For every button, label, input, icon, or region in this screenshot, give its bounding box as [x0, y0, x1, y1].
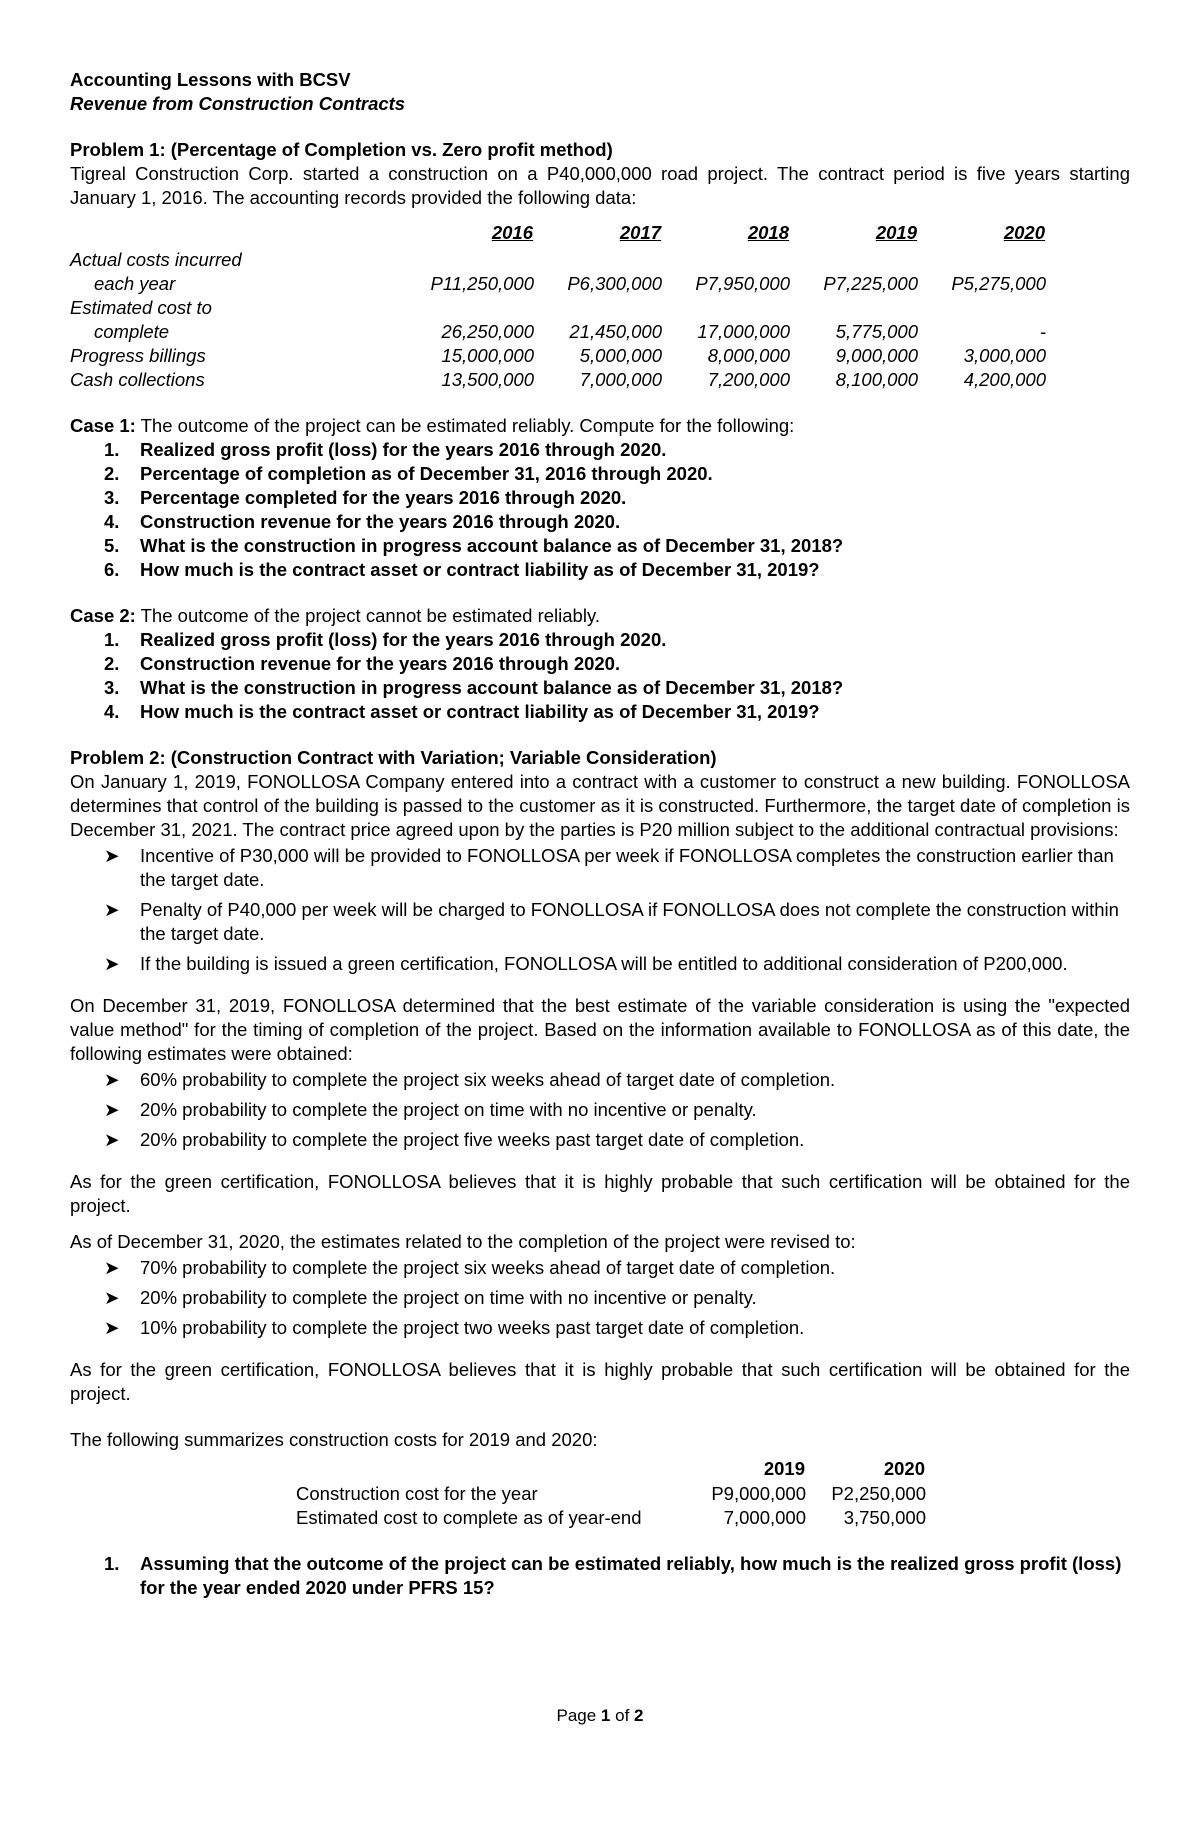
problem2-intro: On January 1, 2019, FONOLLOSA Company entered into a contract with a customer to construct a new building. FONOLLOSA determines that control of the building is passed to the customer as it is constructed. Furthermore, the target date of completion is December 31, 2021. The contract price agreed upon by the parties is P20 million subject to the additional contractual provisions: — [70, 771, 1130, 840]
estimates-2019-list — [70, 1068, 1130, 1152]
table-row — [70, 344, 1046, 368]
table-cell: 5,000,000 — [579, 345, 662, 366]
page-label: Page — [556, 1706, 597, 1725]
problem1-intro: Tigreal Construction Corp. started a construction on a P40,000,000 road project. The contract period is five years starting January 1, 2016. The accounting records provided the following data: — [70, 163, 1130, 208]
header-line1: Accounting Lessons with BCSV — [70, 69, 351, 90]
page-number: 1 — [600, 1706, 611, 1725]
list-item: 3. What is the construction in progress account balance as of December 31, 2018? — [104, 677, 844, 698]
arrow-bullet-icon: ➤ — [104, 1257, 120, 1278]
list-item: ➤ 10% probability to complete the project two weeks past target date of completion. — [104, 1317, 805, 1338]
row-label: Cash collections — [70, 369, 205, 390]
header-line2: Revenue from Construction Contracts — [70, 93, 406, 114]
table-cell: 26,250,000 — [441, 321, 534, 342]
table-cell: 7,200,000 — [707, 369, 790, 390]
case1-text: The outcome of the project can be estimated reliably. Compute for the following: — [135, 415, 795, 436]
case1-list — [70, 438, 1130, 582]
row-label: Estimated cost to complete as of year-end — [296, 1507, 642, 1528]
list-item: 6. How much is the contract asset or contract liability as of December 31, 2019? — [104, 559, 820, 580]
table-header-row — [296, 1456, 926, 1482]
page-total: 2 — [634, 1706, 644, 1725]
table-row — [70, 368, 1046, 392]
table-row — [70, 296, 1046, 320]
table-cell: - — [1039, 321, 1046, 342]
list-item: ➤ 20% probability to complete the project on time with no incentive or penalty. — [104, 1099, 757, 1120]
arrow-bullet-icon: ➤ — [104, 1129, 120, 1150]
arrow-bullet-icon: ➤ — [104, 1069, 120, 1090]
table-row — [70, 248, 1046, 272]
table-header-row — [70, 218, 1046, 248]
table-cell: 3,750,000 — [843, 1507, 926, 1528]
row-label: Construction cost for the year — [296, 1483, 538, 1504]
table-cell: 4,200,000 — [963, 369, 1046, 390]
table-cell: 7,000,000 — [723, 1507, 806, 1528]
year-header: 2018 — [747, 222, 789, 243]
case2-list — [70, 628, 1130, 724]
list-item: 4. Construction revenue for the years 2016 through 2020. — [104, 511, 621, 532]
arrow-bullet-icon: ➤ — [104, 845, 120, 866]
problem1-table — [70, 218, 1046, 392]
of-label: of — [615, 1706, 630, 1725]
row-label: complete — [94, 321, 170, 342]
problem2-questions — [70, 1552, 1130, 1600]
case2-intro — [70, 604, 1130, 628]
table-cell: P11,250,000 — [430, 273, 534, 294]
list-item: ➤ 70% probability to complete the project six weeks ahead of target date of completion. — [104, 1257, 836, 1278]
list-item: ➤ 20% probability to complete the project on time with no incentive or penalty. — [104, 1287, 757, 1308]
arrow-bullet-icon: ➤ — [104, 899, 120, 920]
table-cell: P7,950,000 — [695, 273, 790, 294]
page-footer — [0, 1706, 1200, 1726]
document-page — [70, 68, 1130, 1600]
arrow-bullet-icon: ➤ — [104, 1099, 120, 1120]
list-item: 5. What is the construction in progress account balance as of December 31, 2018? — [104, 535, 844, 556]
list-item: ➤ 60% probability to complete the project six weeks ahead of target date of completion. — [104, 1069, 836, 1090]
table-cell: P5,275,000 — [951, 273, 1046, 294]
table-row — [296, 1482, 926, 1506]
green-paragraph-1: As for the green certification, FONOLLOSA believes that it is highly probable that such certification will be obtained for the project. — [70, 1171, 1130, 1216]
row-label: Actual costs incurred — [70, 249, 242, 270]
case2-text: The outcome of the project cannot be estimated reliably. — [135, 605, 600, 626]
estimates-2020-list — [70, 1256, 1130, 1340]
year-header: 2019 — [875, 222, 917, 243]
case1-label: Case 1: — [70, 415, 136, 436]
problem1-title: Problem 1: (Percentage of Completion vs. Zero profit method) — [70, 139, 613, 160]
row-label: each year — [94, 273, 176, 294]
table-cell: 8,000,000 — [707, 345, 790, 366]
table-cell: P6,300,000 — [567, 273, 662, 294]
row-label: Progress billings — [70, 345, 206, 366]
year-header: 2019 — [763, 1458, 805, 1479]
arrow-bullet-icon: ➤ — [104, 953, 120, 974]
costs-intro: The following summarizes construction costs for 2019 and 2020: — [70, 1429, 598, 1450]
table-cell: 15,000,000 — [441, 345, 534, 366]
table-cell: 13,500,000 — [441, 369, 534, 390]
list-item: ➤ If the building is issued a green certification, FONOLLOSA will be entitled to additional consideration of P200,000. — [104, 953, 1068, 974]
provisions-list — [70, 844, 1130, 976]
table-cell: 9,000,000 — [835, 345, 918, 366]
dec2020-paragraph: As of December 31, 2020, the estimates related to the completion of the project were revised to: — [70, 1231, 856, 1252]
list-item: 2. Percentage of completion as of December 31, 2016 through 2020. — [104, 463, 713, 484]
row-label: Estimated cost to — [70, 297, 212, 318]
list-item: 1. Realized gross profit (loss) for the years 2016 through 2020. — [104, 439, 667, 460]
table-cell: 7,000,000 — [579, 369, 662, 390]
list-item: ➤ Penalty of P40,000 per week will be charged to FONOLLOSA if FONOLLOSA does not complete the construction within the target date. — [104, 899, 1119, 944]
list-item: 3. Percentage completed for the years 2016 through 2020. — [104, 487, 627, 508]
arrow-bullet-icon: ➤ — [104, 1287, 120, 1308]
table-cell: P2,250,000 — [831, 1483, 926, 1504]
table-cell: 21,450,000 — [569, 321, 662, 342]
problem2-title: Problem 2: (Construction Contract with Variation; Variable Consideration) — [70, 747, 717, 768]
dec2019-paragraph: On December 31, 2019, FONOLLOSA determined that the best estimate of the variable consideration is using the "expected value method" for the timing of completion of the project. Based on the information available to FONOLLOSA as of this date, the following estimates were obtained: — [70, 995, 1130, 1064]
case1-intro — [70, 414, 1130, 438]
arrow-bullet-icon: ➤ — [104, 1317, 120, 1338]
list-item: 1. Realized gross profit (loss) for the years 2016 through 2020. — [104, 629, 667, 650]
year-header: 2016 — [491, 222, 533, 243]
list-item: 4. How much is the contract asset or contract liability as of December 31, 2019? — [104, 701, 820, 722]
list-item: 1. Assuming that the outcome of the project can be estimated reliably, how much is the realized gross profit (loss) for the year ended 2020 under PFRS 15? — [104, 1553, 1122, 1598]
case2-label: Case 2: — [70, 605, 136, 626]
year-header: 2020 — [1003, 222, 1045, 243]
list-item: ➤ 20% probability to complete the project five weeks past target date of completion. — [104, 1129, 805, 1150]
table-cell: 3,000,000 — [963, 345, 1046, 366]
year-header: 2020 — [883, 1458, 925, 1479]
table-row — [70, 320, 1046, 344]
list-item: 2. Construction revenue for the years 2016 through 2020. — [104, 653, 621, 674]
costs-table — [296, 1456, 926, 1530]
table-cell: 17,000,000 — [697, 321, 790, 342]
table-cell: P9,000,000 — [711, 1483, 806, 1504]
table-cell: 8,100,000 — [835, 369, 918, 390]
table-cell: 5,775,000 — [835, 321, 918, 342]
year-header: 2017 — [619, 222, 661, 243]
table-row — [296, 1506, 926, 1530]
table-row — [70, 272, 1046, 296]
green-paragraph-2: As for the green certification, FONOLLOSA believes that it is highly probable that such certification will be obtained for the project. — [70, 1359, 1130, 1404]
table-cell: P7,225,000 — [823, 273, 918, 294]
list-item: ➤ Incentive of P30,000 will be provided to FONOLLOSA per week if FONOLLOSA completes the construction earlier than the target date. — [104, 845, 1114, 890]
